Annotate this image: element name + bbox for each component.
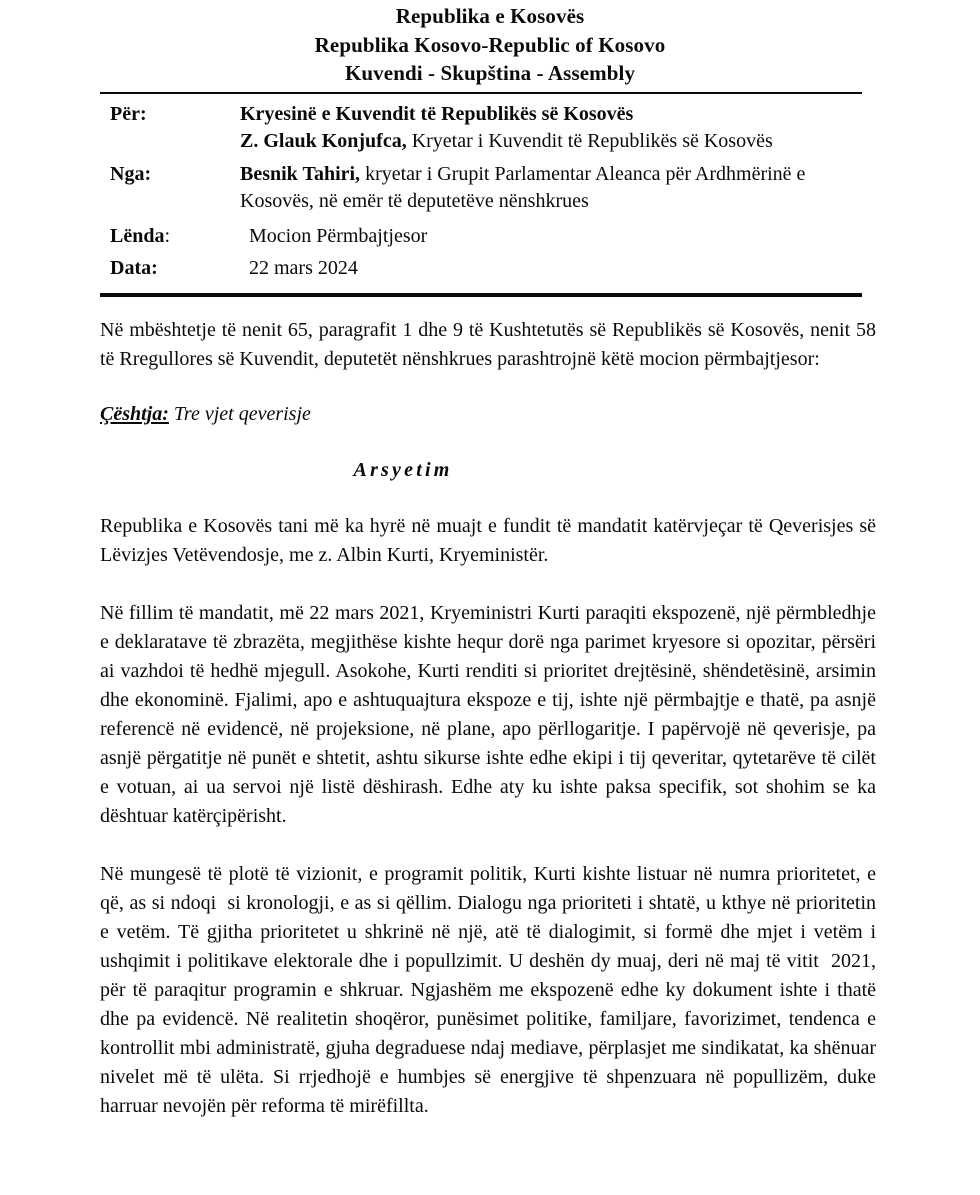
recipient-label: Për: (110, 103, 147, 125)
spacer-after-heading (100, 485, 876, 512)
sender-label: Nga: (110, 163, 152, 185)
letterhead-line-3: Kuvendi - Skupština - Assembly (344, 61, 636, 86)
memo-row-date (0, 255, 980, 282)
recipient-value (240, 101, 980, 155)
subject-label (0, 223, 240, 250)
memo-row-sender (0, 161, 980, 215)
spacer-1 (100, 570, 876, 599)
recipient-person-name: Z. Glauk Konjufca, (240, 130, 407, 152)
body-paragraph-3: Në mungesë të plotë të vizionit, e programit politik, Kurti kishte listuar në numra prioritetet, e që, as si ndoqi si kronologji, e as si qëllim. Dialogu nga prioriteti i shtatë, u kthye në prioritetin e vetëm. Të gjitha prioritetet u shkrinë në një, atë të dialogimit, si formë dhe mjet i vetëm i ushqimit i politikave elektorale dhe i popullzimit. U deshën dy muaj, deri në maj të vitit 2021, për të paraqitur programin e shkruar. Ngjashëm me ekspozenë edhe ky dokument ishte i thatë dhe pa evidencë. Në realitetin shoqëror, punësimet politike, familjare, favorizimet, tendenca e kontrollit mbi administratë, gjuha degraduese ndaj mediave, përplasjet me sindikatat, ka shënuar nivelet më të ulëta. Si rrjedhojë e humbjes së energjive të shpenzuara në popullizëm, duke harruar nevojën për reforma të mirëfillta. (100, 863, 881, 1117)
recipient-office (240, 101, 880, 128)
sender-title: kryetar i Grupit Parlamentar Aleanca për Ardhmërinë e (360, 163, 806, 185)
case-subject-label: Çështja: (100, 403, 169, 425)
header-divider-bottom (100, 293, 862, 297)
sender-line-1 (240, 161, 880, 188)
subject-label-text: Lënda (110, 225, 165, 247)
spacer-after-intro (100, 374, 876, 400)
letterhead-line-2: Republika Kosovo-Republic of Kosovo (314, 32, 666, 57)
sender-value (240, 161, 980, 215)
sender-line-2: Kosovës, në emër të deputetëve nënshkrues (240, 190, 589, 212)
subject-label-colon: : (164, 225, 171, 247)
spacer-2 (100, 831, 876, 860)
recipient-person-title: Kryetar i Kuvendit të Republikës së Kosovës (406, 130, 773, 152)
body-paragraph-1: Republika e Kosovës tani më ka hyrë në muajt e fundit të mandatit katërvjeçar të Qeverisjes së Lëvizjes Vetëvendosje, me z. Albin Kurti, Kryeministër. (100, 515, 881, 566)
sender-name: Besnik Tahiri, (240, 163, 361, 185)
document-body (100, 316, 881, 1121)
section-heading-reasoning: Arsyetim (353, 459, 453, 481)
case-subject-line (100, 400, 876, 429)
memo-row-subject (0, 223, 980, 250)
date-value: 22 mars 2024 (249, 257, 358, 279)
spacer-before-heading (100, 429, 876, 456)
letterhead-line-1: Republika e Kosovës (395, 4, 585, 28)
recipient-person (240, 128, 880, 155)
subject-value: Mocion Përmbajtjesor (249, 225, 428, 247)
body-paragraph-2: Në fillim të mandatit, më 22 mars 2021, Kryeministri Kurti paraqiti ekspozenë, një përmbledhje e deklaratave të zbrazëta, megjithëse kishte hequr dorë nga parimet kryesore si opozitar, përsëri ai vazhdoi të hedhë mjegull. Asokohe, Kurti renditi si prioritet drejtësinë, shëndetësinë, arsimin dhe ekonominë. Fjalimi, apo e ashtuquajtura ekspoze e tij, ishte një përmbajtje e thatë, pa asnjë referencë në evidencë, në projeksione, në plane, apo përllogaritje. I papërvojë në qeverisje, pa asnjë përgatitje në punët e shtetit, ashtu sikurse ishte edhe ekipi i tij qeveritar, qytetarëve të cilët e votuan, ai ua servoi një listë dëshirash. Edhe aty ku ishte paksa specifik, sot shohim se ka dështuar katërçipërisht. (100, 602, 881, 827)
case-subject-text: Tre vjet qeverisje (168, 403, 311, 425)
recipient-office-text: Kryesinë e Kuvendit të Republikës së Kosovës (240, 103, 634, 125)
intro-paragraph: Në mbështetje të nenit 65, paragrafit 1 dhe 9 të Kushtetutës së Republikës së Kosovës, nenit 58 të Rregullores së Kuvendit, deputetët nënshkrues parashtrojnë këtë mocion përmbajtjesor: (100, 319, 881, 370)
header-divider-top (100, 92, 862, 94)
date-label: Data: (110, 257, 158, 279)
letterhead (0, 0, 980, 88)
memo-row-recipient (0, 101, 980, 155)
memo-header-block (0, 101, 980, 282)
